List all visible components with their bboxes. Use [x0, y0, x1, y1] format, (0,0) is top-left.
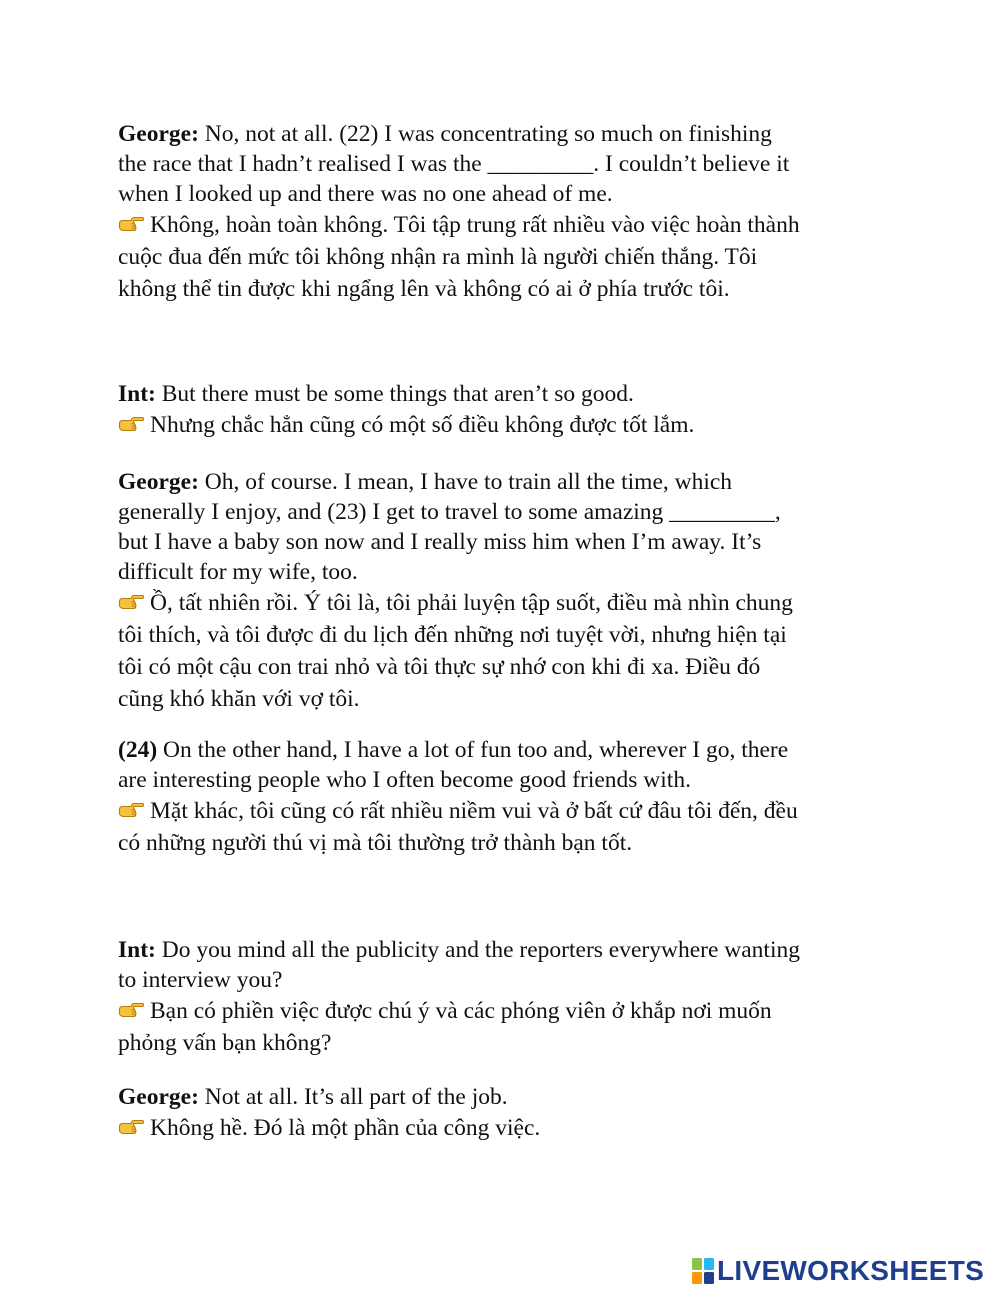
english-line: to interview you?: [118, 967, 283, 993]
english-line: but I have a baby son now and I really miss him when I’m away. It’s: [118, 529, 762, 555]
liveworksheets-logo: [692, 1256, 984, 1286]
backhand-pointing-right-icon: [118, 416, 144, 433]
vietnamese-line: Bạn có phiền việc được chú ý và các phóng viên ở khắp nơi muốn: [118, 995, 888, 1027]
english-line: generally I enjoy, and (23) I get to travel to some amazing _________,: [118, 499, 781, 525]
vietnamese-line: không thể tin được khi ngẩng lên và không có ai ở phía trước tôi.: [118, 276, 730, 302]
vietnamese-line: có những người thú vị mà tôi thường trở thành bạn tốt.: [118, 830, 633, 856]
vietnamese-line: Mặt khác, tôi cũng có rất nhiều niềm vui và ở bất cứ đâu tôi đến, đều: [118, 795, 888, 827]
dialogue-block-int-2: [118, 935, 888, 1059]
english-line: George: Not at all. It’s all part of the job.: [118, 1084, 508, 1110]
vietnamese-line: Ồ, tất nhiên rồi. Ý tôi là, tôi phải luyện tập suốt, điều mà nhìn chung: [118, 587, 888, 619]
dialogue-block-george-22: [118, 119, 888, 305]
english-line: Int: But there must be some things that aren’t so good.: [118, 381, 634, 407]
english-line: Int: Do you mind all the publicity and the reporters everywhere wanting: [118, 937, 800, 963]
backhand-pointing-right-icon: [118, 1119, 144, 1136]
english-line: difficult for my wife, too.: [118, 559, 358, 585]
dialogue-block-int-1: [118, 379, 888, 441]
vietnamese-line: Không, hoàn toàn không. Tôi tập trung rất nhiều vào việc hoàn thành: [118, 209, 888, 241]
dialogue-block-24: [118, 735, 888, 859]
backhand-pointing-right-icon: [118, 216, 144, 233]
vietnamese-line: phỏng vấn bạn không?: [118, 1030, 332, 1056]
vietnamese-line: tôi có một cậu con trai nhỏ và tôi thực sự nhớ con khi đi xa. Điều đó: [118, 654, 761, 680]
speaker-label: George:: [118, 1084, 199, 1110]
vietnamese-line: cũng khó khăn với vợ tôi.: [118, 686, 360, 712]
speaker-label: George:: [118, 469, 199, 495]
speaker-label: George:: [118, 121, 199, 147]
speaker-label: Int:: [118, 381, 156, 407]
dialogue-block-george-final: [118, 1082, 888, 1144]
dialogue-block-george-23: [118, 467, 888, 715]
liveworksheets-logo-mark: [692, 1258, 714, 1284]
english-line: (24) On the other hand, I have a lot of fun too and, wherever I go, there: [118, 737, 789, 763]
backhand-pointing-right-icon: [118, 802, 144, 819]
vietnamese-line: tôi thích, và tôi được đi du lịch đến những nơi tuyệt vời, nhưng hiện tại: [118, 622, 787, 648]
english-line: George: No, not at all. (22) I was concentrating so much on finishing: [118, 121, 772, 147]
vietnamese-line: Không hề. Đó là một phần của công việc.: [118, 1112, 888, 1144]
english-line: George: Oh, of course. I mean, I have to train all the time, which: [118, 469, 733, 495]
english-line: the race that I hadn’t realised I was the _________. I couldn’t believe it: [118, 151, 790, 177]
logo-text: LIVEWORKSHEETS: [717, 1255, 985, 1286]
backhand-pointing-right-icon: [118, 1002, 144, 1019]
vietnamese-line: cuộc đua đến mức tôi không nhận ra mình là người chiến thắng. Tôi: [118, 244, 758, 270]
english-line: are interesting people who I often become good friends with.: [118, 767, 691, 793]
vietnamese-line: Nhưng chắc hẳn cũng có một số điều không được tốt lắm.: [118, 409, 888, 441]
speaker-label: Int:: [118, 937, 156, 963]
english-line: when I looked up and there was no one ahead of me.: [118, 181, 613, 207]
question-number: (24): [118, 737, 158, 763]
backhand-pointing-right-icon: [118, 594, 144, 611]
